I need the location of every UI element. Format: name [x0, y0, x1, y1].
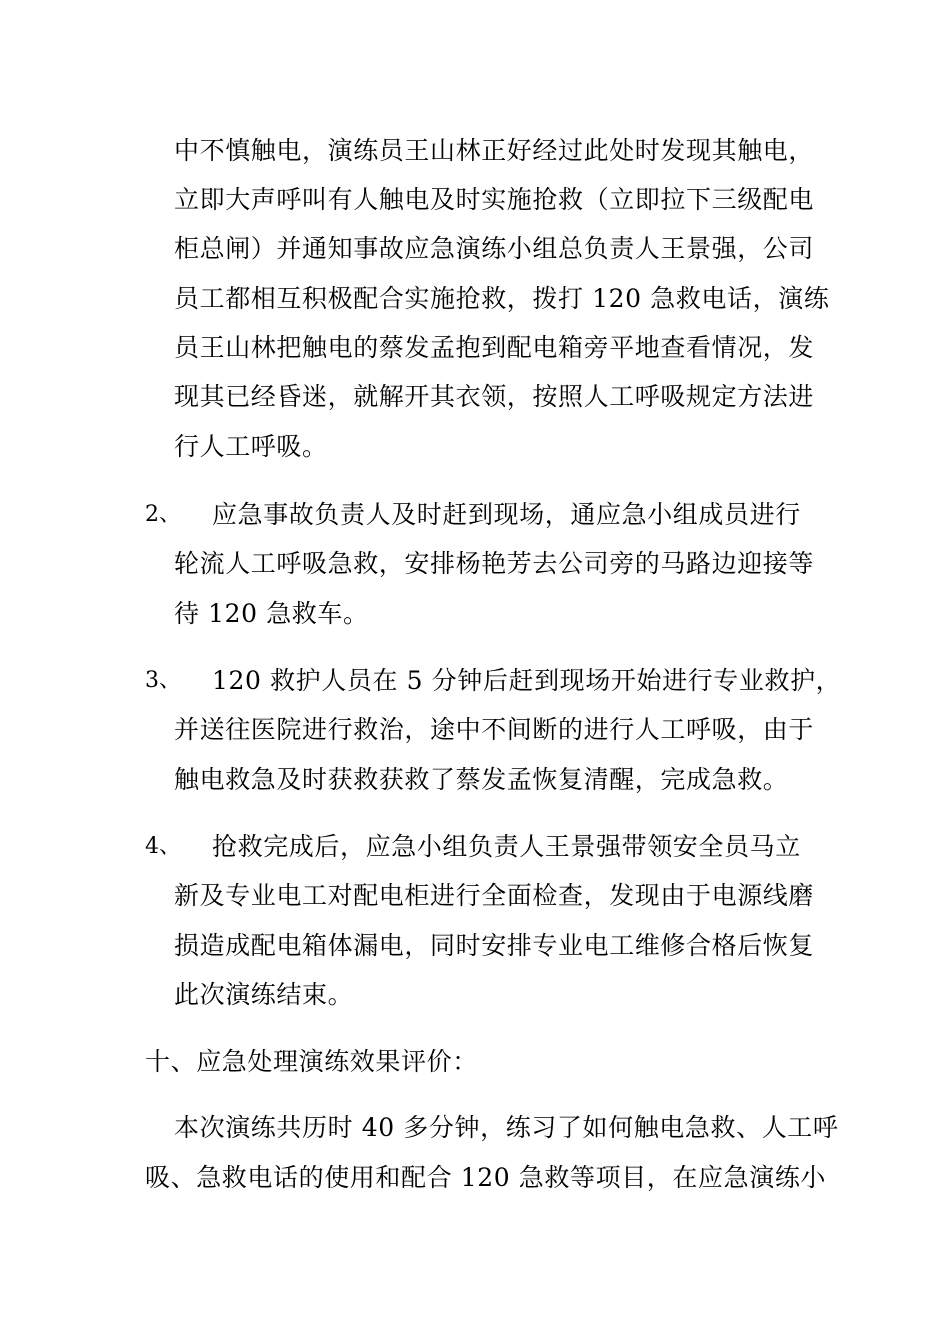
text-line: 轮流人工呼吸急救，安排杨艳芳去公司旁的马路边迎接等	[174, 549, 815, 578]
text-line: 本次演练共历时 40 多分钟，练习了如何触电急救、人工呼	[174, 1113, 839, 1142]
text-line: 现其已经昏迷，就解开其衣领，按照人工呼吸规定方法进	[174, 382, 815, 411]
text-line: 120 救护人员在 5 分钟后赶到现场开始进行专业救护，	[212, 666, 842, 695]
item-number: 2、	[145, 502, 181, 527]
text-line: 应急事故负责人及时赶到现场，通应急小组成员进行	[212, 500, 801, 529]
text-line: 柜总闸）并通知事故应急演练小组总负责人王景强，公司	[174, 234, 815, 263]
text-line: 此次演练结束。	[174, 980, 354, 1009]
text-line: 并送往医院进行救治，途中不间断的进行人工呼吸，由于	[174, 715, 815, 744]
text-line: 新及专业电工对配电柜进行全面检查，发现由于电源线磨	[174, 881, 815, 910]
text-line: 员工都相互积极配合实施抢救，拨打 120 急救电话，演练	[174, 284, 830, 313]
text-line: 触电救急及时获救获救了蔡发孟恢复清醒，完成急救。	[174, 765, 789, 794]
text-line: 待 120 急救车。	[174, 599, 369, 628]
text-line: 损造成配电箱体漏电，同时安排专业电工维修合格后恢复	[174, 931, 815, 960]
item-number: 4、	[145, 834, 181, 859]
text-line: 抢救完成后，应急小组负责人王景强带领安全员马立	[212, 832, 801, 861]
section-heading: 十、应急处理演练效果评价：	[145, 1047, 478, 1076]
text-line: 行人工呼吸。	[174, 432, 328, 461]
text-line: 吸、急救电话的使用和配合 120 急救等项目，在应急演练小	[145, 1163, 827, 1192]
text-line: 员王山林把触电的蔡发孟抱到配电箱旁平地查看情况，发	[174, 333, 815, 362]
text-line: 中不慎触电，演练员王山林正好经过此处时发现其触电，	[174, 136, 815, 165]
item-number: 3、	[145, 668, 181, 693]
text-line: 立即大声呼叫有人触电及时实施抢救（立即拉下三级配电	[174, 185, 815, 214]
